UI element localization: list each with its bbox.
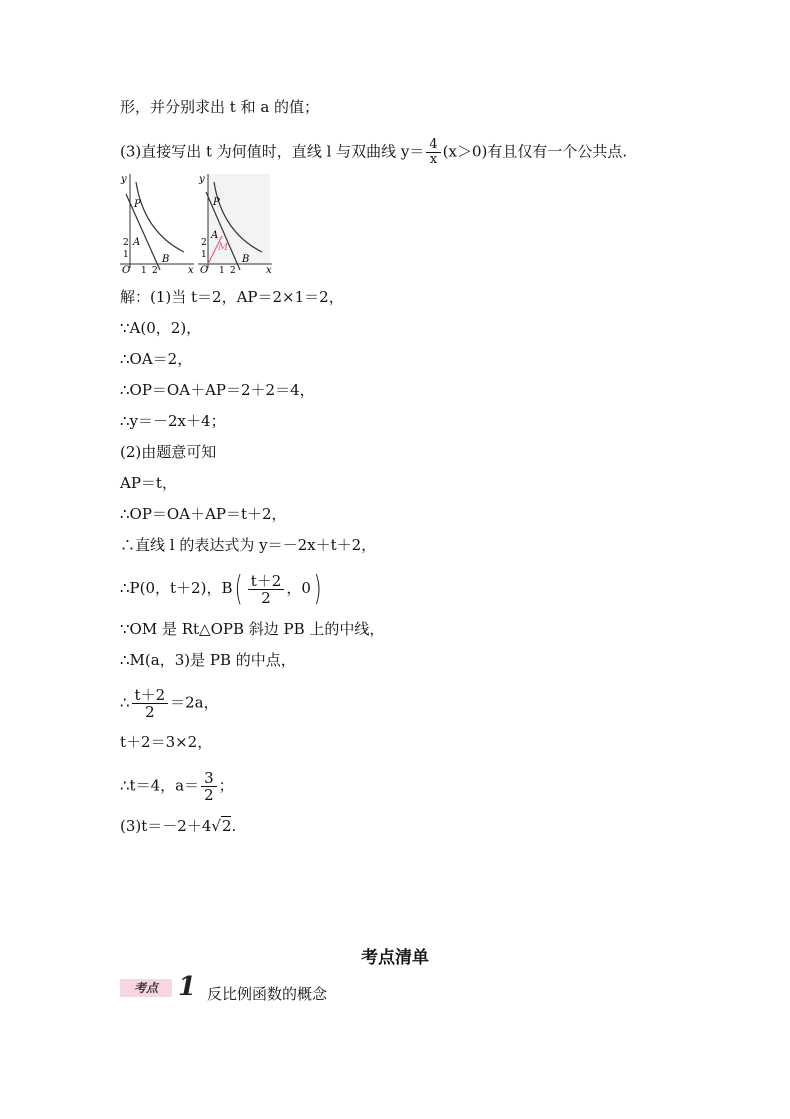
solution-line-1: 解：(1)当 t＝2，AP＝2×1＝2， [120,288,344,306]
fraction-t-plus-2-over-2 [248,573,285,606]
label-P: P [134,199,141,210]
fraction-numerator: t＋2 [132,687,169,704]
solution-line-5: ∴y＝－2x＋4； [120,412,226,430]
fraction-4-over-x [426,138,440,167]
solution-line-10 [120,569,324,609]
fraction-numerator: 4 [426,138,440,153]
solution-line-6: (2)由题意可知 [120,443,217,461]
label-O: O [122,265,131,276]
label-2: 2 [201,238,207,248]
section-title: 考点清单 [361,948,429,968]
question-line-2 [120,138,627,167]
solution-line-16 [120,816,236,836]
label-B: B [242,254,250,265]
semicolon: ； [218,776,234,795]
equation-rhs: ＝2a， [170,693,219,712]
solution-line-8: ∴OP＝OA＋AP＝t＋2， [120,505,287,523]
fraction-denominator: 2 [204,786,214,804]
label-x2: 2 [230,266,236,276]
label-P: P [213,197,220,208]
question-text-pre: (3)直接写出 t 为何值时，直线 l 与双曲线 y＝ [120,142,425,161]
label-1: 1 [201,250,207,260]
label-x: x [188,265,194,276]
solution-line-14: t＋2＝3×2， [120,733,213,751]
label-x1: 1 [141,266,147,276]
solution-line-7: AP＝t， [120,474,177,492]
point-PB-text: ∴P(0，t＋2)，B [120,579,233,597]
right-paren: ) [313,569,322,609]
label-A: A [211,230,219,241]
question-text-post: (x＞0)有且仅有一个公共点. [442,142,628,161]
label-1: 1 [123,250,129,260]
label-O: O [200,265,209,276]
label-A: A [133,237,141,248]
solution-line-2: ∵A(0，2)， [120,319,202,337]
label-M: M [218,242,229,253]
period: . [231,817,237,835]
answer-3-text: (3)t＝－2＋4 [120,817,212,835]
solution-line-3: ∴OA＝2， [120,350,193,368]
label-y: y [199,174,205,185]
label-x2: 2 [152,266,158,276]
fraction-denominator: 2 [261,588,271,607]
fraction-numerator: 3 [201,770,217,787]
label-x: x [266,265,272,276]
fraction-t-plus-2-over-2 [132,687,169,720]
therefore-symbol: ∴ [120,693,130,712]
fraction-denominator: 2 [145,703,155,721]
line-l [126,194,160,270]
fraction-3-over-2 [201,770,217,803]
kaodian-badge: 考点 [120,979,172,997]
fraction-numerator: t＋2 [248,573,285,590]
solution-line-11: ∵OM 是 Rt△OPB 斜边 PB 上的中线， [120,620,385,638]
label-2: 2 [123,238,129,248]
solution-line-9: ∴直线 l 的表达式为 y＝－2x＋t＋2， [120,536,377,554]
left-paren: ( [235,569,244,609]
hyperbola-curve [136,182,184,252]
solution-line-13 [120,687,219,720]
solution-line-4: ∴OP＝OA＋AP＝2＋2＝4， [120,381,315,399]
sqrt-radicand: 2 [221,817,232,835]
label-y: y [121,174,127,185]
kaodian-topic: 反比例函数的概念 [207,985,328,1003]
solution-line-15 [120,770,234,803]
point-B-y: ，0 [286,579,311,597]
fraction-denominator: x [429,152,438,167]
question-line-1: 形，并分别求出 t 和 a 的值； [120,98,320,116]
kaodian-number: 1 [178,972,197,1002]
solution-line-12: ∴M(a，3)是 PB 的中点， [120,651,296,669]
sqrt-sign: √ [211,817,221,835]
result-t: ∴t＝4，a＝ [120,776,200,795]
label-x1: 1 [219,266,225,276]
label-B: B [162,254,170,265]
graph-right [196,170,356,280]
